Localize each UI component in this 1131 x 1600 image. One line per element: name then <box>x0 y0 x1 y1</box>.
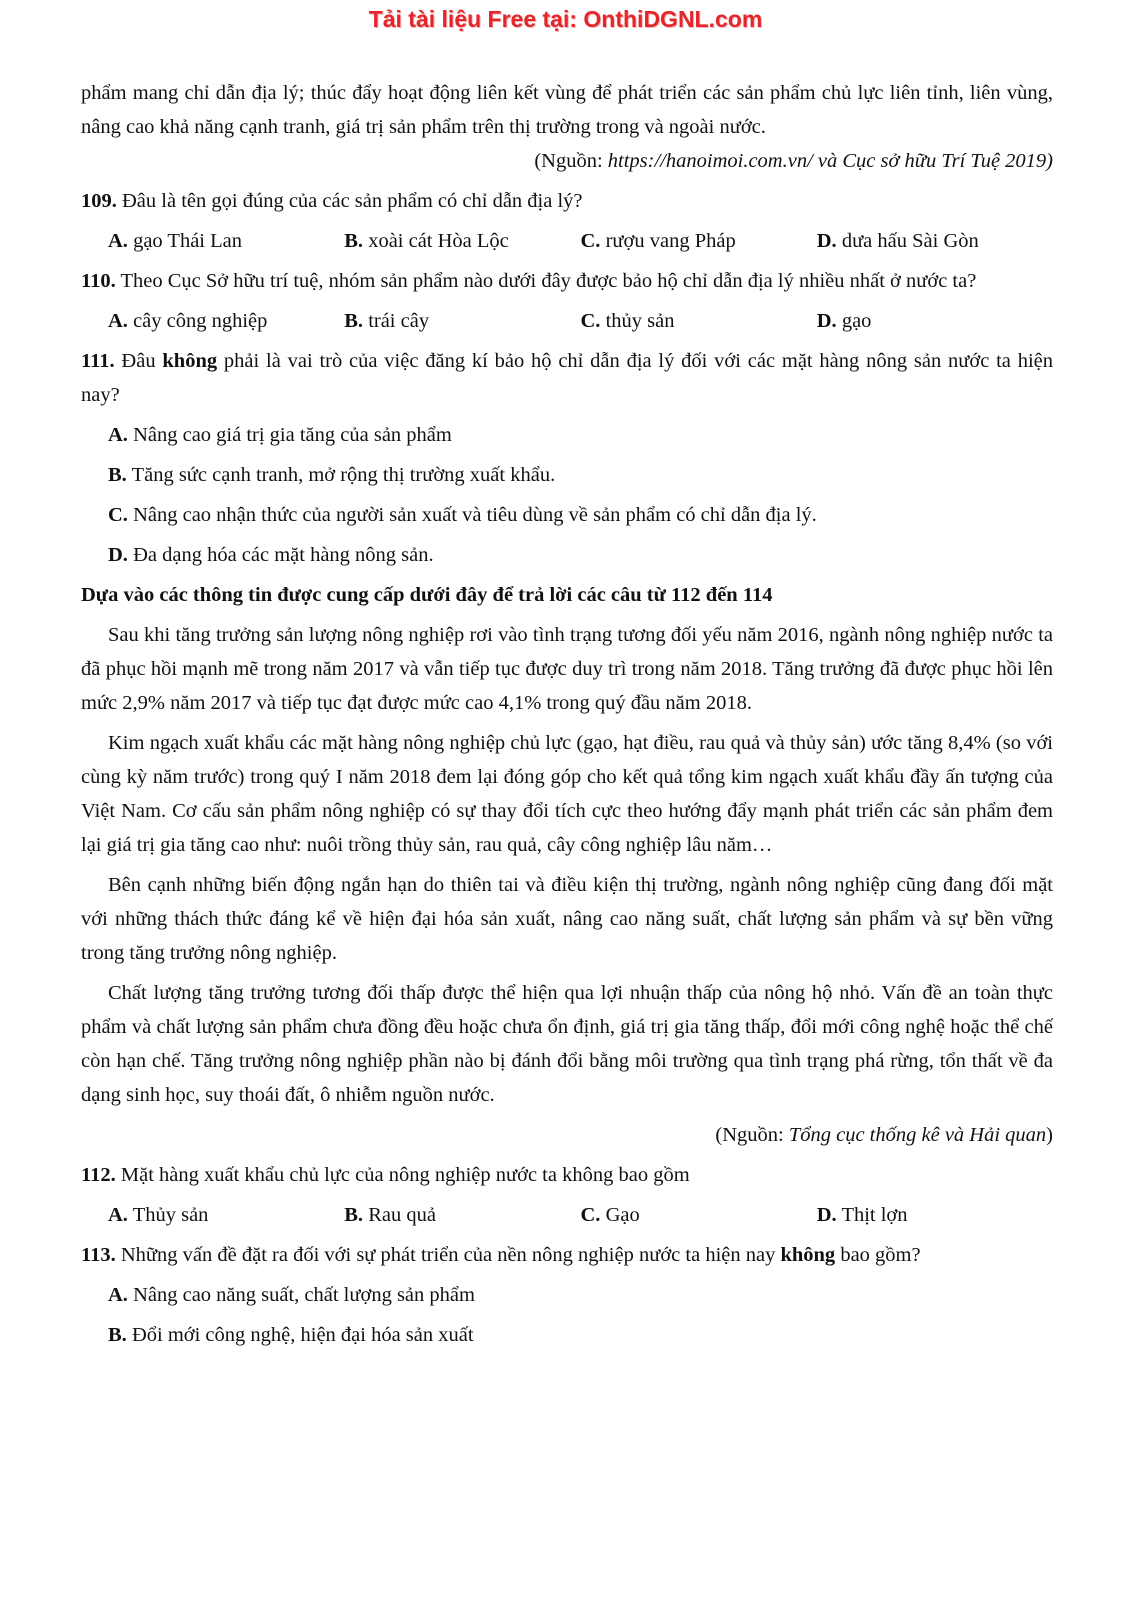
question-112: 112. Mặt hàng xuất khẩu chủ lực của nông nghiệp nước ta không bao gồm <box>81 1164 690 1186</box>
option-a[interactable]: A. Thủy sản <box>108 1204 209 1226</box>
question-number: 109. <box>81 190 117 212</box>
option-a[interactable]: A. Nâng cao năng suất, chất lượng sản phẩm <box>108 1284 475 1306</box>
question-number: 110. <box>81 270 116 292</box>
intro-source-italic: https://hanoimoi.com.vn/ và Cục sở hữu Trí Tuệ 2019) <box>607 150 1053 172</box>
question-number: 111. <box>81 350 115 372</box>
passage-paragraph-4: Chất lượng tăng trưởng tương đối thấp được thể hiện qua lợi nhuận thấp của nông hộ nhỏ. Vấn đề an toàn thực phẩm và chất lượng sản phẩm chưa đồng đều hoặc chưa ổn định, giá trị gia tăng thấp, đổi mới công nghệ hoặc thể chế còn hạn chế. Tăng trưởng nông nghiệp phần nào bị đánh đổi bằng môi trường qua tình trạng phá rừng, tổn thất về đa dạng sinh học, suy thoái đất, ô nhiễm nguồn nước. <box>81 982 1053 1106</box>
passage-paragraph-3: Bên cạnh những biến động ngắn hạn do thiên tai và điều kiện thị trường, ngành nông nghiệp cũng đang đối mặt với những thách thức đáng kể về hiện đại hóa sản xuất, nâng cao năng suất, chất lượng sản phẩm và sự bền vững trong tăng trưởng nông nghiệp. <box>81 874 1053 964</box>
question-110-options <box>81 304 1053 338</box>
emphasis-khong: không <box>162 350 218 372</box>
option-b[interactable]: B. Rau quả <box>344 1204 436 1226</box>
question-111: 111. Đâu không phải là vai trò của việc đăng kí bảo hộ chỉ dẫn địa lý đối với các mặt hàng nông sản nước ta hiện nay? <box>81 350 1053 406</box>
question-112-options <box>81 1198 1053 1232</box>
question-number: 112. <box>81 1164 116 1186</box>
option-b[interactable]: B. Đổi mới công nghệ, hiện đại hóa sản xuất <box>108 1324 474 1346</box>
section-heading: Dựa vào các thông tin được cung cấp dưới đây để trả lời các câu từ 112 đến 114 <box>81 584 773 606</box>
option-a[interactable]: A. cây công nghiệp <box>108 310 268 332</box>
option-c[interactable]: C. Nâng cao nhận thức của người sản xuất và tiêu dùng về sản phẩm có chỉ dẫn địa lý. <box>108 504 817 526</box>
option-c[interactable]: C. thủy sản <box>580 310 675 332</box>
option-c[interactable]: C. Gạo <box>580 1204 640 1226</box>
option-d[interactable]: D. dưa hấu Sài Gòn <box>816 230 979 252</box>
emphasis-khong: không <box>780 1244 836 1266</box>
question-number: 113. <box>81 1244 116 1266</box>
intro-paragraph: phẩm mang chỉ dẫn địa lý; thúc đẩy hoạt động liên kết vùng để phát triển các sản phẩm chủ lực liên tỉnh, liên vùng, nâng cao khả năng cạnh tranh, giá trị sản phẩm trên thị trường trong và ngoài nước. <box>81 82 1053 138</box>
question-109: 109. Đâu là tên gọi đúng của các sản phẩm có chỉ dẫn địa lý? <box>81 190 583 212</box>
option-a[interactable]: A. gạo Thái Lan <box>108 230 242 252</box>
option-a[interactable]: A. Nâng cao giá trị gia tăng của sản phẩm <box>108 424 452 446</box>
question-113: 113. Những vấn đề đặt ra đối với sự phát triển của nền nông nghiệp nước ta hiện nay không bao gồm? <box>81 1244 921 1266</box>
option-d[interactable]: D. Thịt lợn <box>816 1204 908 1226</box>
passage-paragraph-2: Kim ngạch xuất khẩu các mặt hàng nông nghiệp chủ lực (gạo, hạt điều, rau quả và thủy sản) ước tăng 8,4% (so với cùng kỳ năm trước) trong quý I năm 2018 đem lại đóng góp cho kết quả tổng kim ngạch xuất khẩu đầy ấn tượng của Việt Nam. Cơ cấu sản phẩm nông nghiệp có sự thay đổi tích cực theo hướng đẩy mạnh phát triển các sản phẩm đem lại giá trị gia tăng cao như: nuôi trồng thủy sản, rau quả, cây công nghiệp lâu năm… <box>81 732 1053 856</box>
question-110: 110. Theo Cục Sở hữu trí tuệ, nhóm sản phẩm nào dưới đây được bảo hộ chỉ dẫn địa lý nhiều nhất ở nước ta? <box>81 270 977 292</box>
page-content <box>81 76 1053 1352</box>
option-d[interactable]: D. gạo <box>816 310 872 332</box>
option-b[interactable]: B. trái cây <box>344 310 430 332</box>
option-b[interactable]: B. Tăng sức cạnh tranh, mở rộng thị trường xuất khẩu. <box>108 464 556 486</box>
passage-paragraph-1: Sau khi tăng trưởng sản lượng nông nghiệp rơi vào tình trạng tương đối yếu năm 2016, ngành nông nghiệp nước ta đã phục hồi mạnh mẽ trong năm 2017 và vẫn tiếp tục được duy trì trong năm 2018. Tăng trưởng đã được phục hồi lên mức 2,9% năm 2017 và tiếp tục đạt được mức cao 4,1% trong quý đầu năm 2018. <box>81 624 1053 714</box>
passage-source: (Nguồn: Tổng cục thống kê và Hải quan) <box>715 1124 1053 1146</box>
question-109-options <box>81 224 1053 258</box>
intro-source: (Nguồn: https://hanoimoi.com.vn/ và Cục sở hữu Trí Tuệ 2019) <box>534 150 1053 172</box>
option-b[interactable]: B. xoài cát Hòa Lộc <box>344 230 509 252</box>
option-d[interactable]: D. Đa dạng hóa các mặt hàng nông sản. <box>108 544 434 566</box>
download-banner[interactable]: Tải tài liệu Free tại: OnthiDGNL.com <box>368 6 763 32</box>
option-c[interactable]: C. rượu vang Pháp <box>580 230 736 252</box>
